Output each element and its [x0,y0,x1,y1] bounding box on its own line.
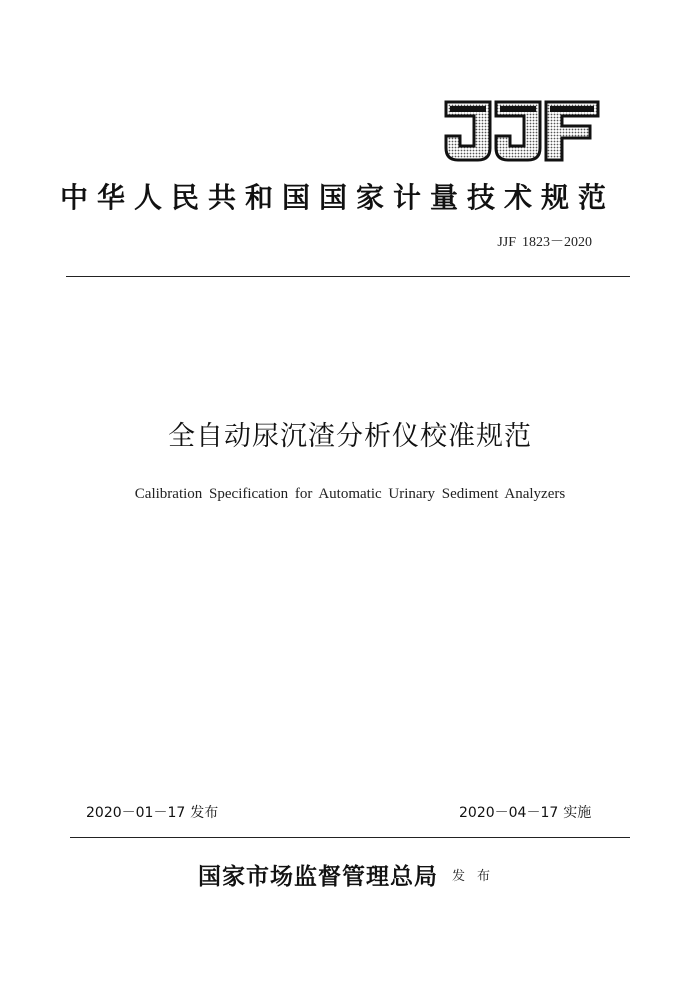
implementation-label: 实施 [563,805,592,821]
issue-label: 发布 [190,805,219,821]
publisher-name: 国家市场监督管理总局 [197,864,438,890]
title-chinese: 全自动尿沉渣分析仪校准规范 [168,421,532,452]
doc-number-prefix: JJF [497,235,516,250]
document-number [497,231,592,251]
publisher-line [0,858,700,891]
bottom-divider [70,837,630,838]
publisher-action: 发布 [451,869,502,884]
top-divider [66,276,630,277]
title-english: Calibration Specification for Automatic Urinary Sediment Analyzers [134,486,566,502]
issue-date [86,802,218,822]
implementation-date-value: 2020－04－17 [459,805,559,821]
issue-date-value: 2020－01－17 [86,805,186,821]
series-title: 中华人民共和国国家计量技术规范 [60,181,616,214]
implementation-date [459,802,591,822]
jjf-logo [442,98,602,164]
doc-number-value: 1823－2020 [522,235,592,250]
